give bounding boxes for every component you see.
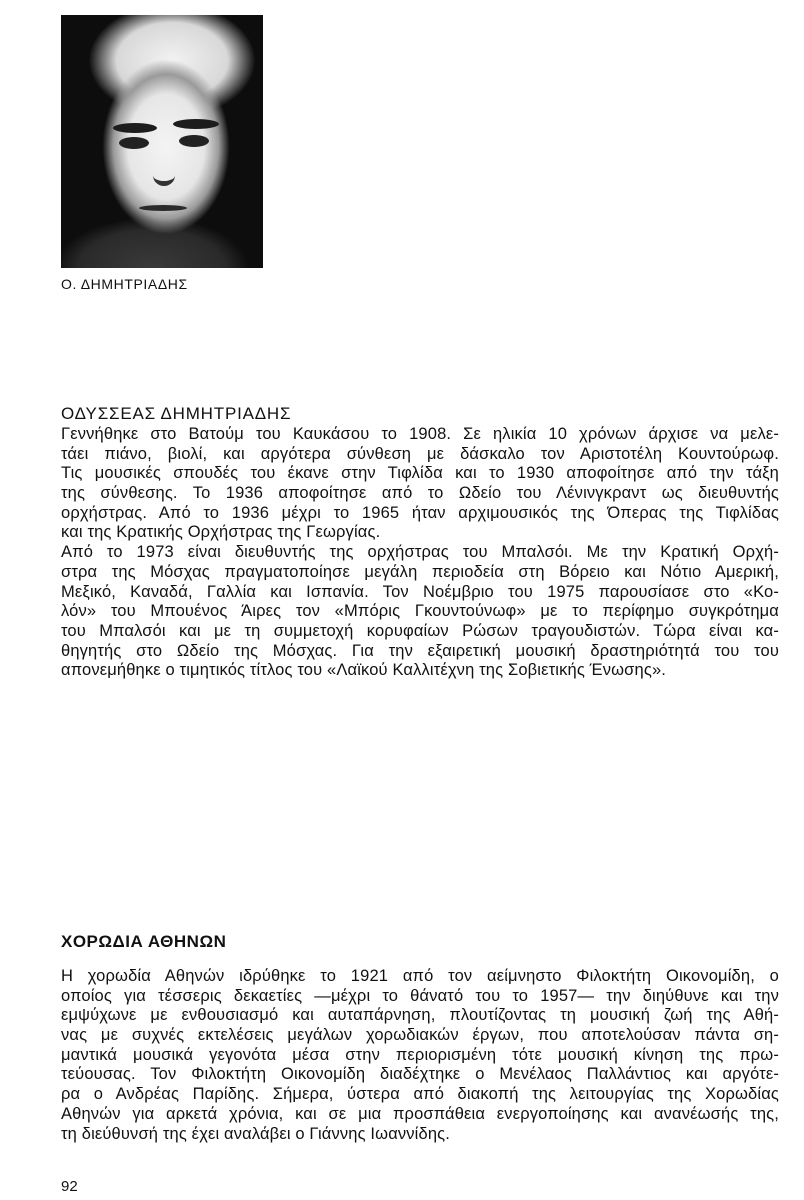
photo-detail [179,135,209,147]
paragraph-athens-choir [61,967,779,1144]
photo-detail [113,123,157,133]
text-line: και της Κρατικής Ορχήστρας της Γεωργίας. [61,523,381,542]
text-line: τεύουσας. Τον Φιλοκτήτη Οικονομίδη διαδέχτηκε ο Μενέλαος Παλλάντιος και αργότε- [61,1065,779,1084]
text-line: Η χορωδία Αθηνών ιδρύθηκε το 1921 από τον αείμνηστο Φιλοκτήτη Οικονομίδη, ο [61,967,779,985]
paragraph-dimitriadis [61,425,779,681]
photo-detail [139,205,187,211]
text-line: της σύνθεσης. Το 1936 αποφοίτησε από το Ωδείο του Λένινγκραντ ως διευθυντής [61,484,779,503]
portrait-photo [61,15,263,268]
text-line: μαντικά μουσικά γεγονότα μέσα στην περιορισμένη τότε μουσική κίνηση της πρω- [61,1045,779,1064]
text-line: του Μπαλσόι και με τη συμμετοχή κορυφαίων Ρώσων τραγουδιστών. Τώρα είναι κα- [61,621,779,640]
photo-caption: Ο. ΔΗΜΗΤΡΙΑΔΗΣ [61,276,188,292]
text-line: εμψύχωνε με ενθουσιασμό και αυταπάρνηση, πλουτίζοντας τη μουσική ζωή της Αθή- [61,1006,779,1025]
text-line: τη διεύθυνσή της έχει αναλάβει ο Γιάννης Ιωαννίδης. [61,1124,450,1143]
text-line: στρα της Μόσχας πραγματοποίησε μεγάλη περιοδεία στη Βόρειο και Νότιο Αμερική, [61,562,779,581]
text-line: ρα ο Ανδρέας Παρίδης. Σήμερα, ύστερα από διακοπή της λειτουργίας της Χορωδίας [61,1085,779,1104]
text-line: Τις μουσικές σπουδές του έκανε στην Τιφλίδα και το 1930 αποφοίτησε από την τάξη [61,464,779,483]
text-line: Γεννήθηκε στο Βατούμ του Καυκάσου το 1908. Σε ηλικία 10 χρόνων άρχισε να μελε- [61,425,779,443]
section-title-athens-choir: ΧΟΡΩΔΙΑ ΑΘΗΝΩΝ [61,932,227,951]
photo-detail [119,137,149,149]
page-number: 92 [61,1178,78,1195]
text-line: Από το 1973 είναι διευθυντής της ορχήστρας του Μπαλσόι. Με την Κρατική Ορχή- [61,543,779,562]
text-line: θηγητής στο Ωδείο της Μόσχας. Για την εξαιρετική μουσική δραστηριότητά του του [61,641,779,660]
text-line: Μεξικό, Καναδά, Γαλλία και Ισπανία. Τον Νοέμβριο του 1975 παρουσίασε στο «Κο- [61,582,779,601]
section-title-dimitriadis: ΟΔΥΣΣΕΑΣ ΔΗΜΗΤΡΙΑΔΗΣ [61,404,292,423]
text-line: λόν» του Μπουένος Άιρες τον «Μπόρις Γκουντούνωφ» με το περίφημο συγκρότημα [61,602,779,621]
photo-detail [153,165,175,186]
text-line: οποίος για τέσσερις δεκαετίες —μέχρι το θάνατό του το 1957— την διηύθυνε και την [61,986,779,1005]
text-line: ορχήστρας. Από το 1936 μέχρι το 1965 ήταν αρχιμουσικός της Όπερας της Τιφλίδας [61,503,779,522]
text-line: απονεμήθηκε ο τιμητικός τίτλος του «Λαϊκού Καλλιτέχνη της Σοβιετικής Ένωσης». [61,661,667,680]
photo-detail [173,119,219,129]
text-line: τάει πιάνο, βιολί, και αργότερα σύνθεση με δάσκαλο τον Αριστοτέλη Κουντούρωφ. [61,444,779,463]
text-line: Αθηνών για αρκετά χρόνια, και σε μια προσπάθεια ενεργοποίησης και ανανέωσής της, [61,1104,779,1123]
text-line: νας με συχνές εκτελέσεις μεγάλων χορωδιακών έργων, που αποτελούσαν πάντα ση- [61,1026,779,1045]
